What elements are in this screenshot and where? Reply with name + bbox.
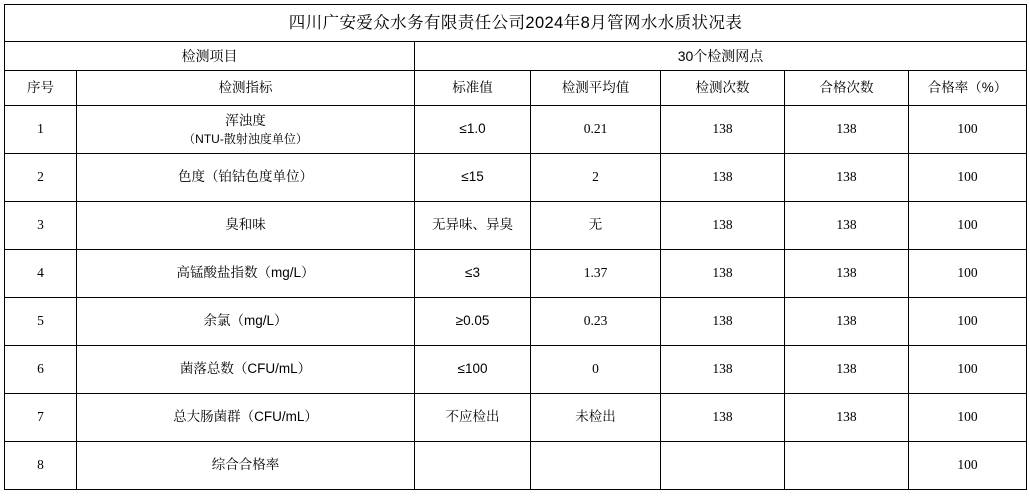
cell-standard: ≥0.05 <box>415 298 531 346</box>
cell-rate: 100 <box>909 202 1027 250</box>
cell-standard <box>415 442 531 490</box>
cell-standard: 不应检出 <box>415 394 531 442</box>
cell-count: 138 <box>661 394 785 442</box>
cell-seq: 8 <box>5 442 77 490</box>
column-header-rate: 合格率（%） <box>909 71 1027 106</box>
cell-pass: 138 <box>785 154 909 202</box>
table-group-header-row <box>5 42 1027 71</box>
column-header-pass: 合格次数 <box>785 71 909 106</box>
cell-count: 138 <box>661 106 785 154</box>
cell-rate: 100 <box>909 250 1027 298</box>
group-header-right: 30个检测网点 <box>415 42 1027 71</box>
cell-count: 138 <box>661 346 785 394</box>
cell-indicator-line2: （NTU-散射浊度单位） <box>183 131 308 146</box>
cell-rate: 100 <box>909 394 1027 442</box>
cell-average: 0.23 <box>531 298 661 346</box>
table-row <box>5 250 1027 298</box>
cell-rate: 100 <box>909 346 1027 394</box>
table-row <box>5 154 1027 202</box>
cell-count: 138 <box>661 154 785 202</box>
cell-seq: 1 <box>5 106 77 154</box>
cell-seq: 5 <box>5 298 77 346</box>
cell-indicator: 总大肠菌群（CFU/mL） <box>77 394 415 442</box>
cell-standard: ≤15 <box>415 154 531 202</box>
column-header-seq: 序号 <box>5 71 77 106</box>
cell-average: 未检出 <box>531 394 661 442</box>
cell-indicator: 臭和味 <box>77 202 415 250</box>
cell-average: 1.37 <box>531 250 661 298</box>
cell-seq: 7 <box>5 394 77 442</box>
cell-average: 无 <box>531 202 661 250</box>
cell-average <box>531 442 661 490</box>
cell-average: 0.21 <box>531 106 661 154</box>
column-header-indicator: 检测指标 <box>77 71 415 106</box>
cell-pass: 138 <box>785 106 909 154</box>
column-header-standard: 标准值 <box>415 71 531 106</box>
table-row <box>5 346 1027 394</box>
cell-indicator-line1: 浑浊度 <box>225 113 266 129</box>
cell-rate: 100 <box>909 154 1027 202</box>
cell-standard: ≤3 <box>415 250 531 298</box>
table-title-row <box>5 5 1027 42</box>
column-header-average: 检测平均值 <box>531 71 661 106</box>
cell-pass: 138 <box>785 346 909 394</box>
cell-indicator <box>77 106 415 154</box>
cell-count: 138 <box>661 298 785 346</box>
table-row <box>5 442 1027 490</box>
cell-pass <box>785 442 909 490</box>
cell-rate: 100 <box>909 442 1027 490</box>
cell-average: 0 <box>531 346 661 394</box>
cell-rate: 100 <box>909 298 1027 346</box>
cell-seq: 6 <box>5 346 77 394</box>
cell-indicator: 综合合格率 <box>77 442 415 490</box>
cell-pass: 138 <box>785 250 909 298</box>
cell-average: 2 <box>531 154 661 202</box>
cell-seq: 4 <box>5 250 77 298</box>
cell-count: 138 <box>661 202 785 250</box>
cell-pass: 138 <box>785 394 909 442</box>
page-title: 四川广安爱众水务有限责任公司2024年8月管网水水质状况表 <box>5 5 1027 42</box>
cell-seq: 3 <box>5 202 77 250</box>
cell-indicator: 余氯（mg/L） <box>77 298 415 346</box>
cell-rate: 100 <box>909 106 1027 154</box>
cell-count <box>661 442 785 490</box>
table-row <box>5 202 1027 250</box>
group-header-left: 检测项目 <box>5 42 415 71</box>
cell-standard: 无异味、异臭 <box>415 202 531 250</box>
cell-seq: 2 <box>5 154 77 202</box>
cell-pass: 138 <box>785 298 909 346</box>
cell-indicator: 高锰酸盐指数（mg/L） <box>77 250 415 298</box>
cell-standard: ≤1.0 <box>415 106 531 154</box>
cell-indicator: 色度（铂钴色度单位） <box>77 154 415 202</box>
cell-count: 138 <box>661 250 785 298</box>
cell-pass: 138 <box>785 202 909 250</box>
table-row <box>5 106 1027 154</box>
cell-indicator: 菌落总数（CFU/mL） <box>77 346 415 394</box>
table-row <box>5 394 1027 442</box>
column-header-count: 检测次数 <box>661 71 785 106</box>
table-column-header-row <box>5 71 1027 106</box>
table-row <box>5 298 1027 346</box>
water-quality-table <box>4 4 1027 490</box>
cell-standard: ≤100 <box>415 346 531 394</box>
